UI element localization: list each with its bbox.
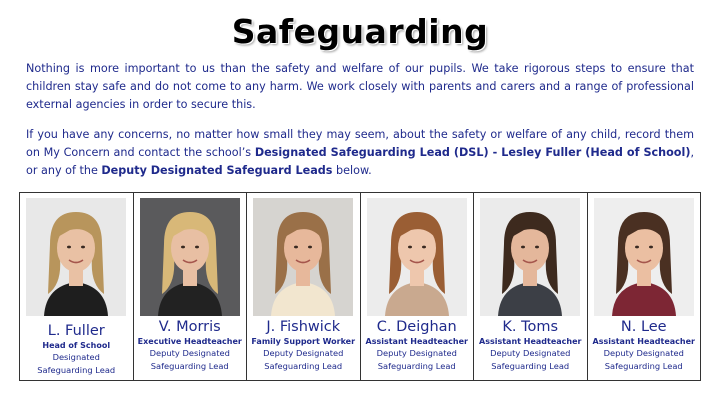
staff-card-toms [474, 193, 588, 380]
staff-role: Assistant Headteacher [479, 337, 582, 346]
staff-card-fuller [20, 193, 134, 380]
staff-desc-line2: Safeguarding Lead [377, 361, 456, 371]
staff-card-lee [588, 193, 701, 380]
staff-desc-line2: Safeguarding Lead [37, 365, 116, 375]
staff-photo [480, 198, 580, 316]
staff-role: Assistant Headteacher [365, 337, 468, 346]
staff-desc-line2: Safeguarding Lead [264, 361, 343, 371]
portrait-image [253, 198, 353, 316]
staff-name: N. Lee [620, 319, 667, 335]
portrait-image [26, 198, 126, 316]
staff-desc-line2: Safeguarding Lead [491, 361, 570, 371]
deputy-leads-label: Deputy Designated Safeguard Leads [101, 164, 333, 177]
staff-name: K. Toms [502, 319, 559, 335]
page-title: Safeguarding [231, 12, 489, 51]
staff-photo [140, 198, 240, 316]
staff-photo [594, 198, 694, 316]
staff-role: Executive Headteacher [137, 337, 242, 346]
staff-name: C. Deighan [376, 319, 457, 335]
staff-desc-line1: Deputy Designated [376, 348, 457, 358]
staff-card-fishwick [247, 193, 361, 380]
staff-desc-line1: Deputy Designated [263, 348, 344, 358]
staff-desc-line1: Deputy Designated [490, 348, 571, 358]
portrait-image [140, 198, 240, 316]
staff-desc-line2: Safeguarding Lead [150, 361, 229, 371]
staff-name: J. Fishwick [266, 319, 341, 335]
staff-role: Head of School [42, 341, 111, 350]
concerns-text-after: below. [332, 164, 372, 177]
staff-photo [367, 198, 467, 316]
staff-photo [253, 198, 353, 316]
staff-name: V. Morris [158, 319, 221, 335]
portrait-image [480, 198, 580, 316]
staff-role: Family Support Worker [251, 337, 356, 346]
concerns-paragraph [26, 126, 694, 180]
staff-role: Assistant Headteacher [592, 337, 695, 346]
staff-name: L. Fuller [47, 323, 105, 339]
staff-desc-line1: Designated [52, 352, 100, 362]
staff-grid [19, 192, 701, 381]
staff-card-morris [134, 193, 248, 380]
staff-desc-line1: Deputy Designated [603, 348, 684, 358]
portrait-image [367, 198, 467, 316]
staff-photo [26, 198, 126, 316]
dsl-name: Designated Safeguarding Lead (DSL) - Lesley Fuller (Head of School) [254, 146, 691, 159]
concerns-text-middle: , or any of the [26, 146, 695, 177]
intro-paragraph: Nothing is more important to us than the safety and welfare of our pupils. We take rigorous steps to ensure that children stay safe and do not come to any harm. We work closely with parents and carers and a range of professional external agencies in order to secure this. [26, 62, 694, 111]
staff-card-deighan [361, 193, 475, 380]
staff-desc-line1: Deputy Designated [149, 348, 230, 358]
portrait-image [594, 198, 694, 316]
staff-desc-line2: Safeguarding Lead [604, 361, 683, 371]
concerns-text-before: If you have any concerns, no matter how small they may seem, about the safety or welfare of any child, record them on My Concern and contact the school’s [26, 128, 694, 159]
